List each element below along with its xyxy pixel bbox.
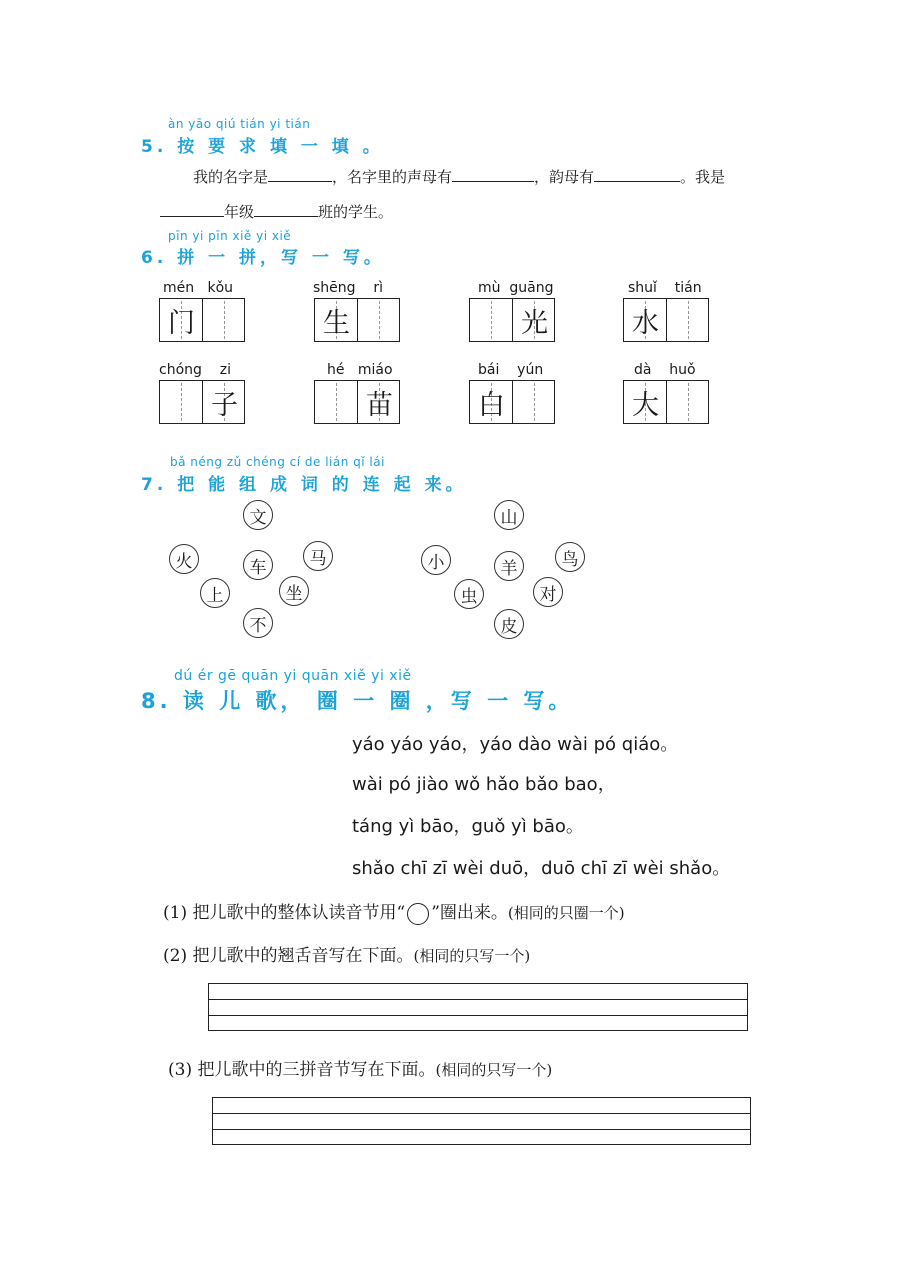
box-char: 水 [632,307,659,339]
word-circle[interactable]: 虫 [454,579,484,609]
poem-line: shǎo chī zī wèi duō，duō chī zī wèi shǎo。 [352,858,731,879]
circle-icon [407,903,429,925]
sub-question-1 [163,898,625,925]
word-circle[interactable]: 文 [243,500,273,530]
q7-title: 把 能 组 成 词 的 连 起 来。 [177,475,467,495]
sub1-text-b: ”圈出来。 [431,903,508,923]
tianzige-box[interactable] [159,298,245,342]
q7-number: 7. [141,475,168,495]
q8-title: 读 儿 歌， 圈 一 圈 ，写 一 写。 [182,689,574,713]
q7-pinyin: bǎ néng zǔ chéng cí de lián qǐ lái [170,455,385,469]
initials-blank[interactable] [452,167,534,182]
word-circle[interactable]: 山 [494,500,524,530]
tianzige-box[interactable] [469,380,555,424]
tianzige-box[interactable] [469,298,555,342]
box8-pinyin: dà huǒ [634,362,696,378]
poem-line: yáo yáo yáo，yáo dào wài pó qiáo。 [352,734,679,755]
word-circle[interactable]: 鸟 [555,542,585,572]
sub2-text: 把儿歌中的翘舌音写在下面。 [192,946,414,966]
box-char [470,299,513,341]
box-char: 门 [168,307,195,339]
q5-text-grade: 年级 [224,203,255,221]
word-circle[interactable]: 不 [243,608,273,638]
box1-pinyin: mén kǒu [163,280,234,296]
sub-question-2 [163,941,530,966]
q5-pinyin: àn yāo qiú tián yi tián [168,117,311,131]
box5-pinyin: chóng zi [159,362,231,378]
q5-line1 [193,166,725,187]
q8-heading [141,685,573,715]
word-circle[interactable]: 火 [169,544,199,574]
q6-heading [141,243,385,268]
sub3-note: (相同的只写一个) [435,1061,553,1079]
tianzige-box[interactable] [159,380,245,424]
poem-line: wài pó jiào wǒ hǎo bǎo bao， [352,774,616,795]
writing-lines-3[interactable] [212,1097,751,1145]
sub3-label: (3) [168,1060,193,1080]
grade-blank[interactable] [160,202,224,217]
q6-title: 拼 一 拼，写 一 写。 [177,248,385,268]
sub1-label: (1) [163,903,188,923]
q5-text-class: 班的学生。 [318,203,394,221]
box-char [358,299,401,341]
box3-pinyin: mù guāng [478,280,554,296]
box-char [160,381,203,423]
q5-title: 按 要 求 填 一 填 。 [177,137,384,157]
box-char [667,299,710,341]
sub2-label: (2) [163,946,188,966]
box-char: 白 [478,389,505,421]
box-char [667,381,710,423]
q5-text-iam: 。我是 [680,168,726,186]
box6-pinyin: hé miáo [327,362,393,378]
box7-pinyin: bái yún [478,362,544,378]
q5-text-initials: ，名字里的声母有 [332,168,453,186]
tianzige-box[interactable] [314,298,400,342]
word-circle[interactable]: 对 [533,577,563,607]
box-char [513,381,556,423]
box-char: 光 [521,307,548,339]
sub1-note: (相同的只圈一个) [507,904,625,922]
tianzige-box[interactable] [623,380,709,424]
word-circle[interactable]: 上 [200,578,230,608]
sub-question-3 [168,1055,552,1080]
box-char: 苗 [366,389,393,421]
tianzige-box[interactable] [623,298,709,342]
box-char: 生 [323,307,350,339]
sub2-note: (相同的只写一个) [413,947,531,965]
q6-number: 6. [141,248,168,268]
name-blank[interactable] [268,167,332,182]
q5-text-finals: ，韵母有 [534,168,595,186]
q8-number: 8. [141,689,172,713]
class-blank[interactable] [254,202,318,217]
box4-pinyin: shuǐ tián [628,280,702,296]
q5-number: 5. [141,137,168,157]
sub3-text: 把儿歌中的三拼音节写在下面。 [197,1060,436,1080]
word-circle[interactable]: 坐 [279,576,309,606]
q5-heading [141,132,384,157]
q5-text-name: 我的名字是 [193,168,269,186]
sub1-text-a: 把儿歌中的整体认读音节用“ [192,903,406,923]
q8-pinyin: dú ér gē quān yi quān xiě yi xiě [174,668,412,684]
word-circle[interactable]: 小 [421,545,451,575]
word-circle[interactable]: 马 [303,541,333,571]
box-char: 大 [632,389,659,421]
word-circle[interactable]: 皮 [494,609,524,639]
poem-line: táng yì bāo，guǒ yì bāo。 [352,816,584,837]
word-circle[interactable]: 羊 [494,551,524,581]
box-char: 子 [211,389,238,421]
box-char [203,299,246,341]
finals-blank[interactable] [594,167,680,182]
box2-pinyin: shēng rì [313,280,384,296]
q6-pinyin: pīn yi pīn xiě yi xiě [168,229,292,243]
tianzige-box[interactable] [314,380,400,424]
writing-lines-2[interactable] [208,983,748,1031]
q7-heading [141,470,467,495]
q5-line2 [160,201,393,222]
box-char [315,381,358,423]
word-circle[interactable]: 车 [243,550,273,580]
